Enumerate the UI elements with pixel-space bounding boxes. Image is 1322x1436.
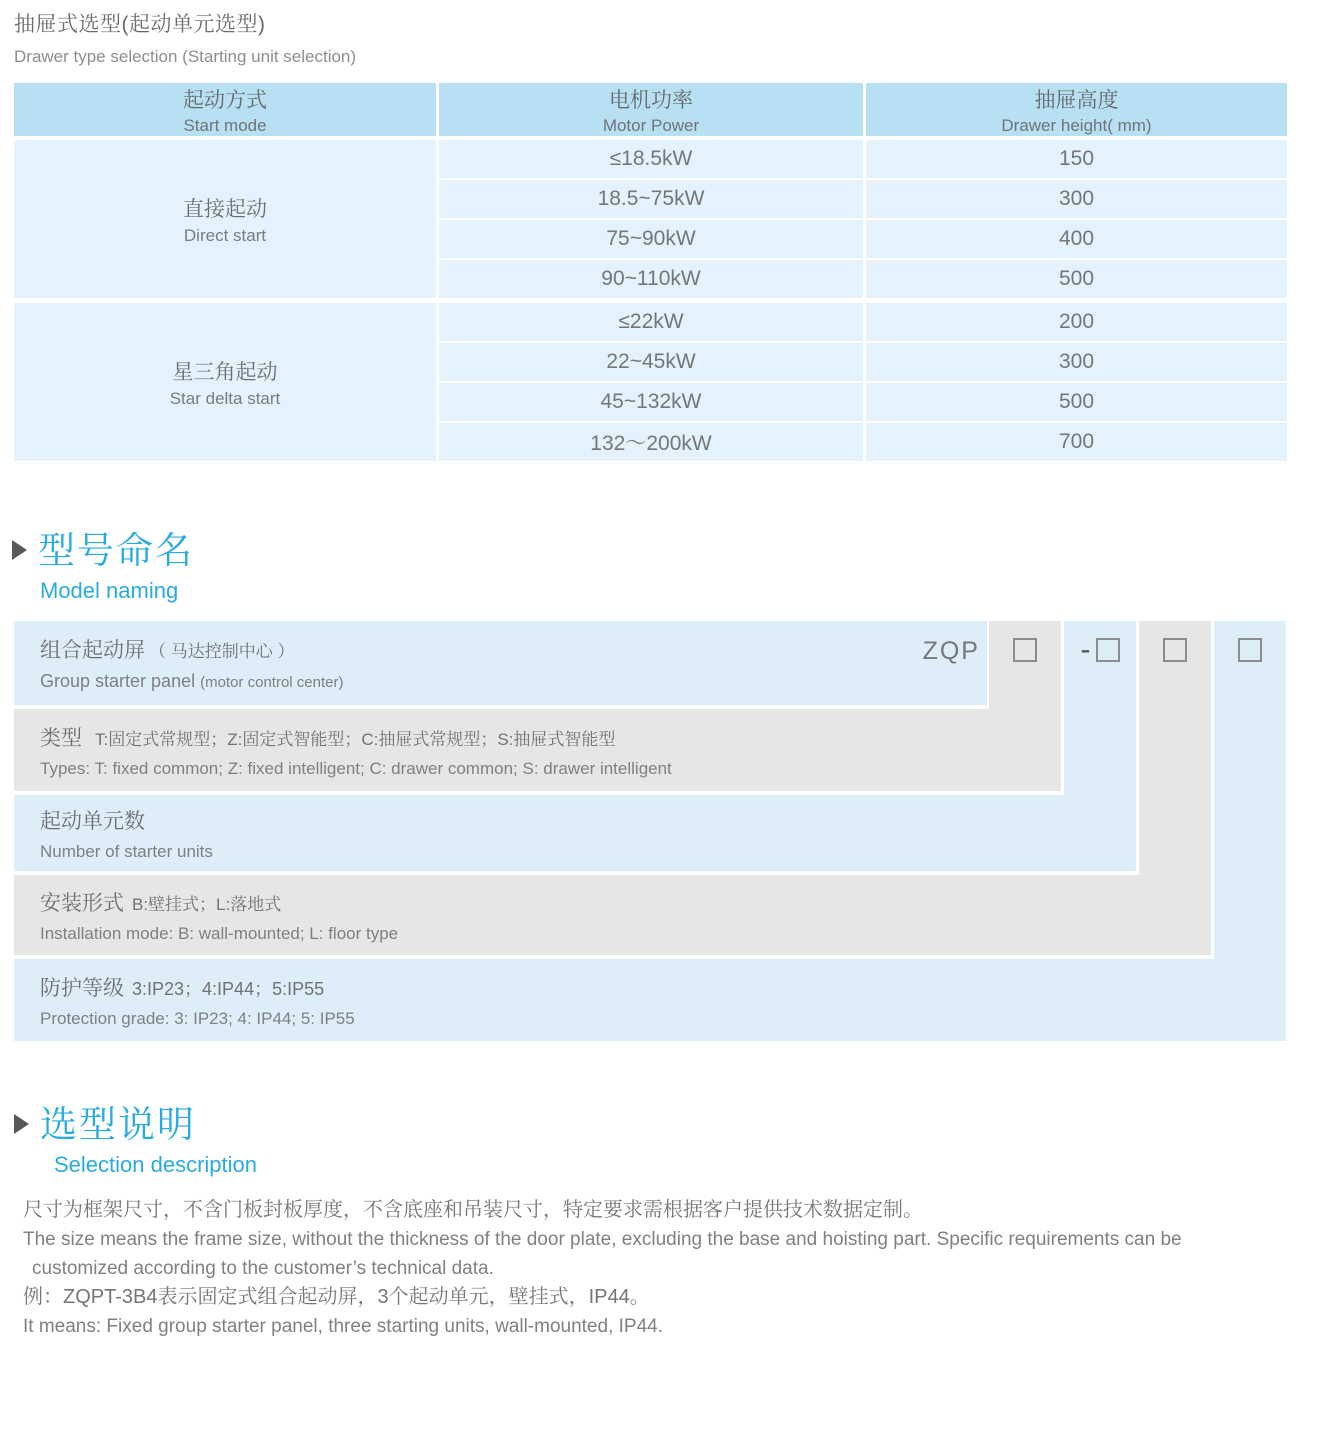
- naming-row-starter-units: [14, 795, 1136, 871]
- mode-label-cn: 星三角起动: [172, 360, 278, 384]
- table-group-star-delta-start: [14, 303, 1287, 461]
- naming-label-cn: 类型: [40, 726, 82, 750]
- group-rows: [439, 140, 1287, 298]
- placeholder-box-protection: [1238, 638, 1262, 662]
- naming-row-cn-line: [40, 972, 1286, 1002]
- table-group-direct-start: [14, 140, 1287, 298]
- height-cell: 500: [866, 383, 1287, 421]
- section-title-en: Selection description: [54, 1152, 258, 1177]
- model-code-dash: -: [1080, 633, 1091, 666]
- placeholder-box-units: [1096, 638, 1120, 662]
- power-cell: 75~90kW: [439, 220, 863, 258]
- naming-row-protection-grade: [14, 959, 1286, 1041]
- table-row: [439, 180, 1287, 218]
- group-rows: [439, 303, 1287, 461]
- naming-label-cn: 防护等级: [40, 976, 124, 1000]
- header-label-en: Motor Power: [602, 115, 700, 135]
- naming-row-en-line: [40, 924, 1211, 944]
- table-row: [439, 220, 1287, 258]
- table-header-row: [14, 83, 1287, 136]
- section-marker-icon: [14, 1114, 29, 1134]
- page-title-block: [14, 8, 356, 67]
- section-selection-description-header: [14, 1104, 257, 1178]
- naming-label-cn: 安装形式: [40, 891, 124, 915]
- height-cell: 500: [866, 260, 1287, 298]
- power-cell: 132～200kW: [439, 423, 863, 461]
- header-label-en: Start mode: [183, 115, 267, 135]
- naming-row-types: [14, 709, 1061, 791]
- naming-row-installation-mode: [14, 875, 1211, 955]
- description-line: customized according to the customer’s technical data.: [32, 1258, 494, 1279]
- description-line: The size means the frame size, without the thickness of the door plate, excluding the base and hoisting part. Specific requirements can be: [23, 1229, 1182, 1250]
- table-row: [439, 383, 1287, 421]
- section-titles: [38, 530, 194, 604]
- mode-label-en: Direct start: [183, 225, 267, 245]
- power-cell: 45~132kW: [439, 383, 863, 421]
- description-line: 尺寸为框架尺寸，不含门板封板厚度，不含底座和吊装尺寸，特定要求需根据客户提供技术数据定制。: [23, 1199, 923, 1221]
- naming-row-cn-line: [40, 634, 987, 664]
- table-row: [439, 140, 1287, 178]
- naming-label-en: Group starter panel: [40, 671, 196, 691]
- naming-label-en: Installation mode: B: wall-mounted; L: floor type: [40, 923, 399, 943]
- header-label-cn: 起动方式: [183, 88, 267, 112]
- section-model-naming-header: [12, 530, 194, 604]
- power-cell: 90~110kW: [439, 260, 863, 298]
- naming-row-cn-line: [40, 722, 1061, 752]
- naming-row-en-line: [40, 842, 1136, 862]
- header-label-cn: 抽屉高度: [1034, 88, 1119, 112]
- naming-note-cn: B:壁挂式；L:落地式: [132, 894, 282, 914]
- section-titles: [40, 1104, 257, 1178]
- table-header-drawer-height: [866, 83, 1287, 136]
- placeholder-box-type: [1013, 638, 1037, 662]
- start-mode-cell: [14, 303, 436, 461]
- naming-row-cn-line: [40, 887, 1211, 917]
- header-label-cn: 电机功率: [609, 88, 693, 112]
- height-cell: 200: [866, 303, 1287, 341]
- power-cell: 22~45kW: [439, 343, 863, 381]
- mode-label-cn: 直接起动: [183, 197, 267, 221]
- power-cell: 18.5~75kW: [439, 180, 863, 218]
- table-row: [439, 343, 1287, 381]
- height-cell: 700: [866, 423, 1287, 461]
- section-marker-icon: [12, 540, 27, 560]
- naming-row-cn-line: [40, 805, 1136, 835]
- naming-label-cn: 起动单元数: [40, 809, 145, 833]
- naming-row-en-line: [40, 759, 1061, 779]
- naming-row-en-line: [40, 671, 987, 692]
- naming-row-group-starter-panel: [14, 621, 987, 705]
- description-line: It means: Fixed group starter panel, three starting units, wall-mounted, IP44.: [23, 1316, 663, 1337]
- naming-row-en-line: [40, 1009, 1286, 1029]
- model-naming-diagram: [14, 621, 1287, 1041]
- section-title-en: Model naming: [40, 578, 179, 603]
- naming-label-en: Protection grade: 3: IP23; 4: IP44; 5: IP55: [40, 1008, 355, 1028]
- height-cell: 300: [866, 343, 1287, 381]
- power-cell: ≤22kW: [439, 303, 863, 341]
- height-cell: 150: [866, 140, 1287, 178]
- power-cell: ≤18.5kW: [439, 140, 863, 178]
- naming-note-en: (motor control center): [200, 674, 344, 691]
- section-title-cn: 型号命名: [38, 530, 194, 571]
- section-title-cn: 选型说明: [40, 1104, 196, 1145]
- naming-note-cn: （ 马达控制中心 ）: [149, 642, 295, 661]
- mode-label-en: Star delta start: [169, 388, 281, 408]
- drawer-selection-table: [14, 83, 1287, 466]
- header-label-en: Drawer height( mm): [1001, 115, 1152, 135]
- table-row: [439, 260, 1287, 298]
- table-row: [439, 423, 1287, 461]
- height-cell: 300: [866, 180, 1287, 218]
- naming-note-cn: T:固定式常规型；Z:固定式智能型；C:抽屉式常规型；S:抽屉式智能型: [95, 729, 616, 749]
- page-title: 抽屉式选型(起动单元选型): [14, 13, 266, 36]
- placeholder-box-installation: [1163, 638, 1187, 662]
- naming-note-cn: 3:IP23；4:IP44；5:IP55: [132, 978, 325, 999]
- table-header-start-mode: [14, 83, 436, 136]
- model-code-prefix: ZQP: [922, 637, 980, 665]
- table-row: [439, 303, 1287, 341]
- table-header-motor-power: [439, 83, 863, 136]
- description-line: 例：ZQPT-3B4表示固定式组合起动屏，3个起动单元，壁挂式，IP44。: [23, 1286, 650, 1308]
- page-subtitle: Drawer type selection (Starting unit selection): [14, 47, 357, 66]
- start-mode-cell: [14, 140, 436, 298]
- height-cell: 400: [866, 220, 1287, 258]
- naming-label-en: Types: T: fixed common; Z: fixed intelligent; C: drawer common; S: drawer intelligent: [40, 758, 672, 778]
- selection-description-text: [23, 1196, 1313, 1341]
- naming-label-en: Number of starter units: [40, 841, 213, 861]
- naming-label-cn: 组合起动屏: [40, 639, 145, 662]
